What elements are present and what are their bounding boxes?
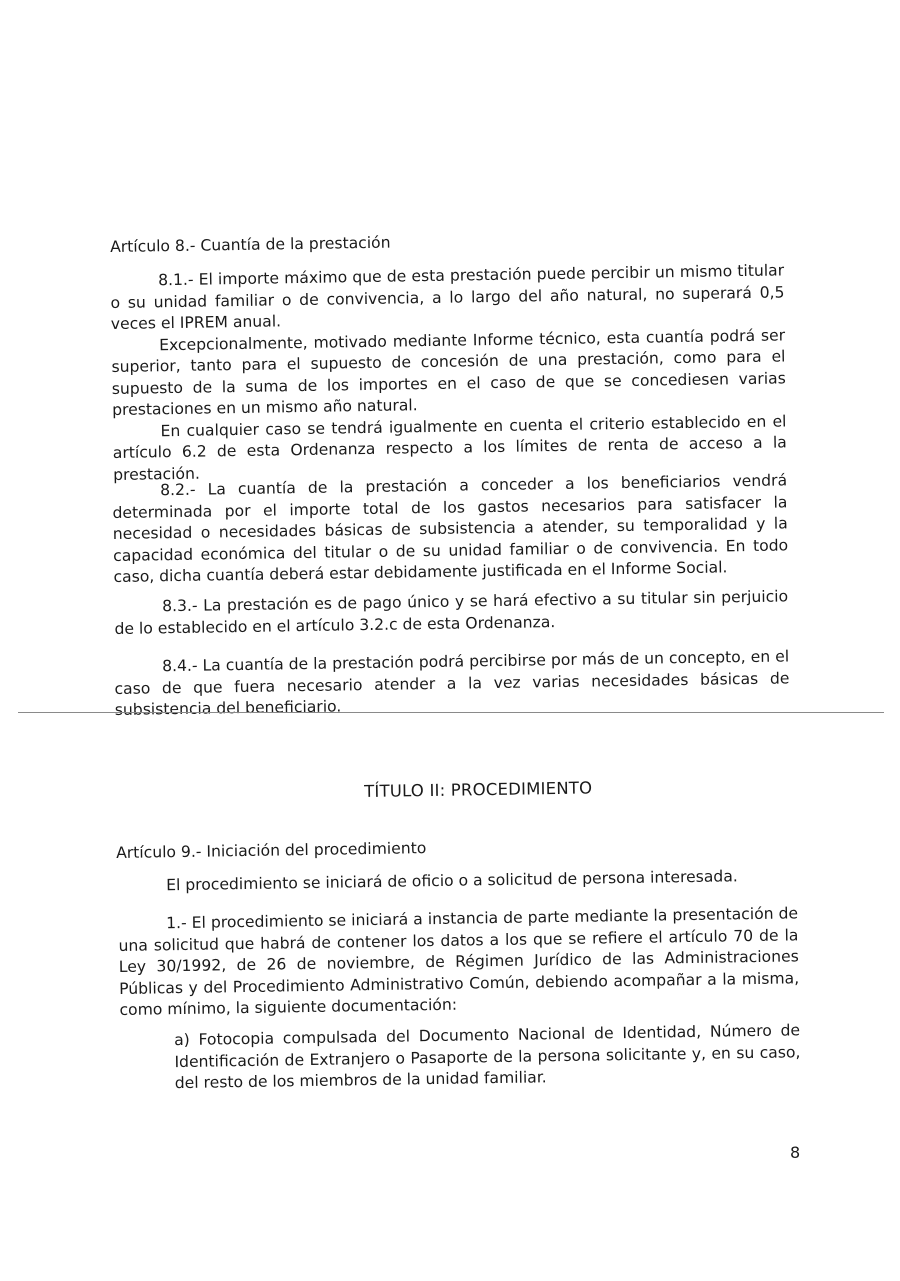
article-8-block-c [114, 586, 789, 640]
article-9-1-paragraph: 1.- El procedimiento se iniciará a instancia de parte mediante la presentación de una solicitud que habrá de contener los datos a los que se refiere el artículo 70 de la Ley 30/1992, de 26 de noviembre, de Régimen Jurídico de las Administraciones Públicas y del Procedimiento Administrativo Común, debiendo acompañar a la misma, como mínimo, la siguiente documentación: [118, 904, 800, 1019]
article-8-1-paragraph: 8.1.- El importe máximo que de esta prestación puede percibir un mismo titular o su unidad familiar o de convivencia, a lo largo del año natural, no superará 0,5 veces el IPREM anual. [110, 261, 785, 333]
page-number: 8 [790, 1143, 801, 1162]
page-break-divider [18, 712, 884, 713]
article-8-2-paragraph: 8.2.- La cuantía de la prestación a conceder a los beneficiarios vendrá determinada por el importe total de los gastos necesarios para satisfacer la necesidad o necesidades básicas de subsistencia a atender, su temporalidad y la capacidad económica del titular o de su unidad familiar o de convivencia. En todo caso, dicha cuantía deberá estar debidamente justificada en el Informe Social. [112, 471, 789, 586]
article-8-block-a [110, 260, 787, 486]
article-9-intro-paragraph: El procedimiento se iniciará de oficio o a solicitud de persona interesada. [166, 867, 738, 895]
article-9-block-b [118, 903, 800, 1021]
article-8-heading: Artículo 8.- Cuantía de la prestación [110, 233, 391, 256]
article-9-block-c [118, 1020, 801, 1095]
article-9-block-a [118, 865, 798, 897]
title-ii-heading: TÍTULO II: PROCEDIMIENTO [364, 778, 593, 801]
article-9-heading: Artículo 9.- Iniciación del procedimiento [116, 839, 427, 862]
article-8-block-b [112, 470, 789, 588]
article-8-1-criteria-paragraph: En cualquier caso se tendrá igualmente en cuenta el criterio establecido en el artículo 6.2 de esta Ordenanza respecto a los límites de renta de acceso a la prestación. [112, 411, 787, 484]
article-9-item-a-paragraph: a) Fotocopia compulsada del Documento Nacional de Identidad, Número de Identificación de Extranjero o Pasaporte de la persona solicitante y, en su caso, del resto de los miembros de la unidad familiar. [174, 1021, 801, 1093]
article-8-block-d [114, 646, 790, 721]
article-8-4-paragraph: 8.4.- La cuantía de la prestación podrá percibirse por más de un concepto, en el caso de que fuera necesario atender a la vez varias necesidades básicas de subsistencia del beneficiario. [114, 647, 790, 719]
article-8-1-exception-paragraph: Excepcionalmente, motivado mediante Informe técnico, esta cuantía podrá ser superior, tanto para el supuesto de concesión de una prestación, como para el supuesto de la suma de los importes en el caso de que se concediesen varias prestaciones en un mismo año natural. [111, 325, 786, 419]
article-8-3-paragraph: 8.3.- La prestación es de pago único y se hará efectivo a su titular sin perjuicio de lo establecido en el artículo 3.2.c de esta Ordenanza. [114, 587, 789, 638]
